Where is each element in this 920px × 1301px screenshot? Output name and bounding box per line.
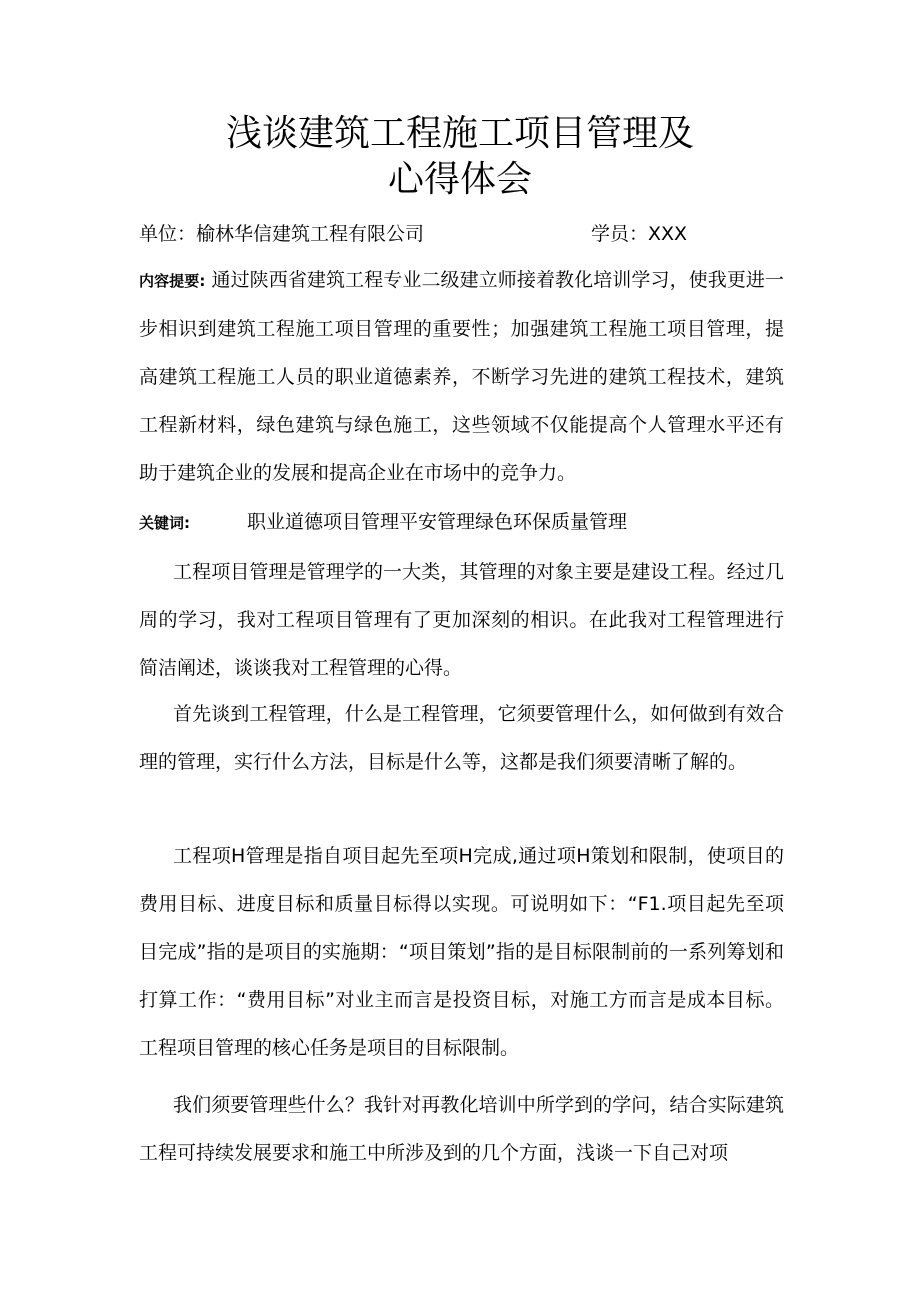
abstract — [139, 256, 784, 497]
document-title-line2: 心得体会 — [387, 159, 532, 200]
body-paragraph: 首先谈到工程管理，什么是工程管理，它须要管理什么，如何做到有效合理的管理，实行什么方法，目标是什么等，这都是我们须要清晰了解的。 — [139, 703, 784, 773]
unit-text: 单位：榆林华信建筑工程有限公司 — [139, 223, 425, 245]
keywords-label: 关键词: — [139, 514, 190, 532]
body-paragraph: 工程项H管理是指自项目起先至项H完成,通过项H策划和限制，使项目的费用目标、进度目标和质量目标得以实现。可说明如下：“F1.项目起先至项目完成”指的是项目的实施期：“项目策划”指的是目标限制前的一系列筹划和打算工作：“费用目标”对业主而言是投资目标，对施工方而言是成本目标。工程项目管理的核心任务是项目的目标限制。 — [139, 845, 784, 1059]
body-paragraph: 工程项目管理是管理学的一大类，其管理的对象主要是建设工程。经过几周的学习，我对工程项目管理有了更加深刻的相识。在此我对工程管理进行简洁阐述，谈谈我对工程管理的心得。 — [139, 561, 784, 679]
abstract-label: 内容提要: — [139, 272, 206, 290]
author-info — [139, 220, 799, 248]
keywords-text: 职业道德项目管理平安管理绿色环保质量管理 — [247, 511, 628, 533]
keywords — [139, 507, 784, 538]
student-text: 学员：XXX — [591, 223, 688, 245]
abstract-text: 通过陕西省建筑工程专业二级建立师接着教化培训学习，使我更进一步相识到建筑工程施工项目管理的重要性；加强建筑工程施工项目管理，提高建筑工程施工人员的职业道德素养，不断学习先进的建筑工程技术，建筑工程新材料，绿色建筑与绿色施工，这些领域不仅能提高个人管理水平还有助于建筑企业的发展和提高企业在市场中的竞争力。 — [139, 269, 785, 484]
document-title-line1: 浅谈建筑工程施工项目管理及 — [225, 113, 694, 154]
body-paragraph: 我们须要管理些什么？我针对再教化培训中所学到的学问，结合实际建筑工程可持续发展要求和施工中所涉及到的几个方面，浅谈一下自己对项 — [139, 1094, 784, 1164]
